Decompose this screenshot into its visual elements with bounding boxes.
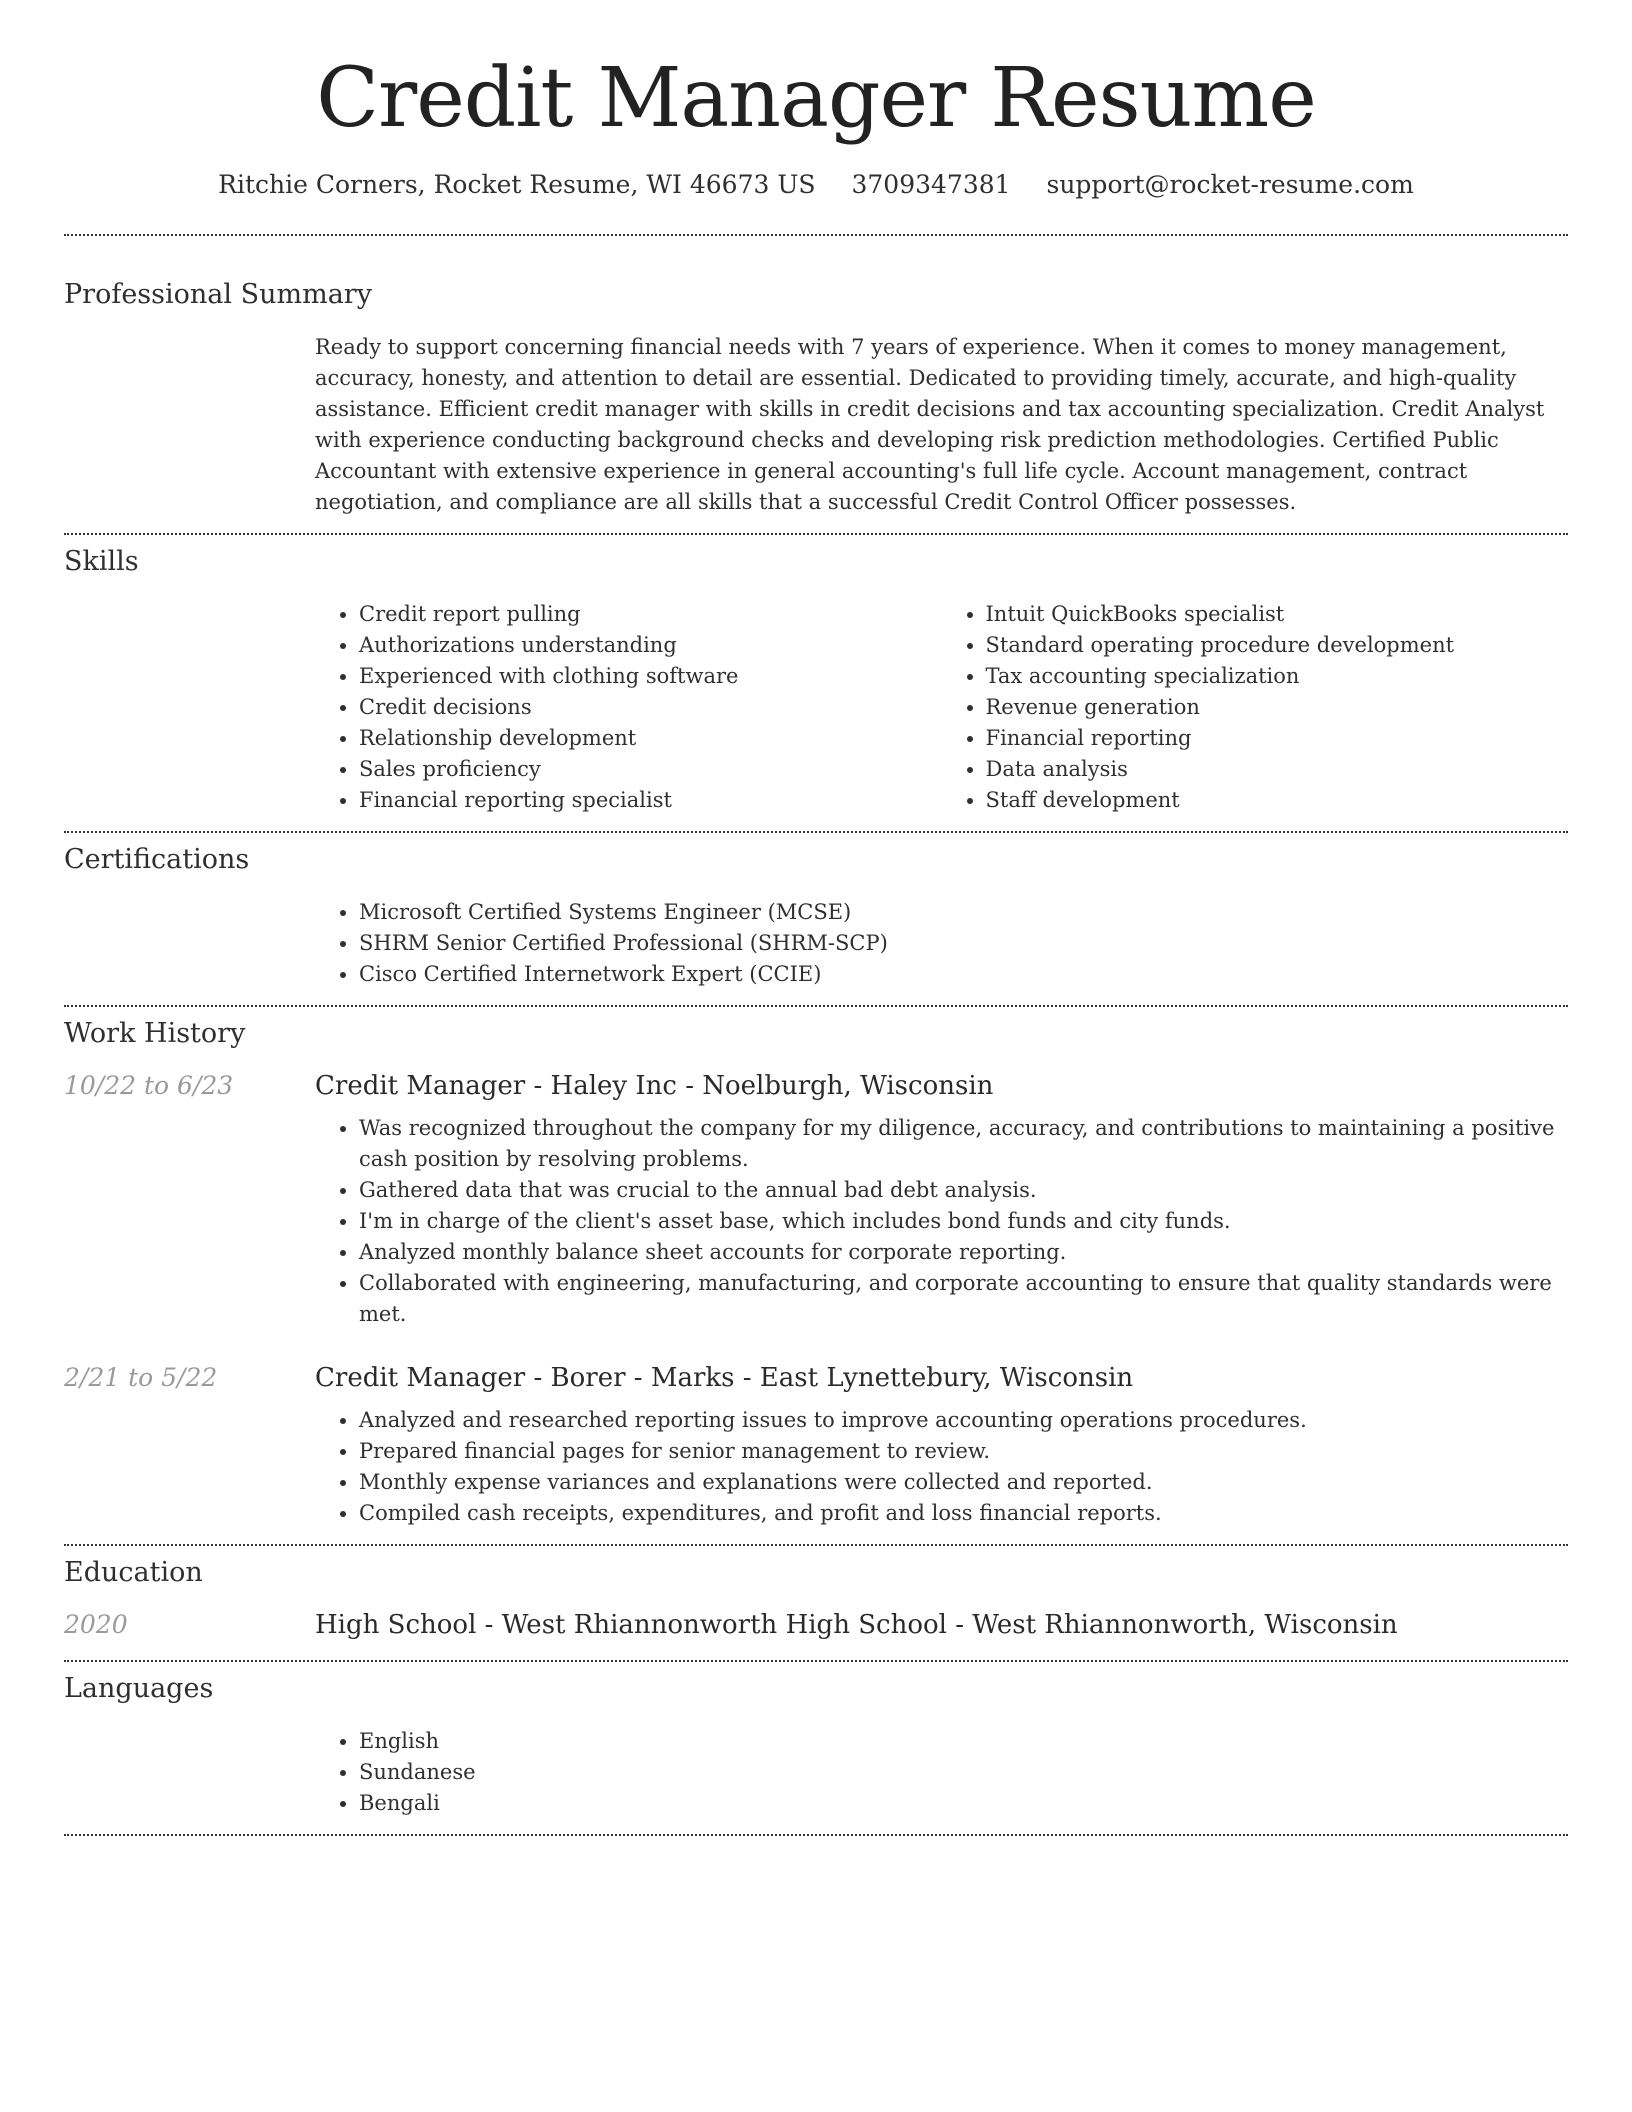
list-item: • SHRM Senior Certified Professional (SHRM-SCP) <box>359 928 1568 959</box>
education-section <box>64 1557 1568 1640</box>
divider <box>64 1544 1568 1546</box>
list-item: • Experienced with clothing software <box>359 661 942 692</box>
divider <box>64 831 1568 833</box>
list-item: • Prepared financial pages for senior management to review. <box>359 1436 1568 1467</box>
education-entry <box>64 1610 1568 1640</box>
section-heading-summary: Professional Summary <box>64 279 372 310</box>
job-title: Credit Manager - Borer - Marks - East Lynettebury, Wisconsin <box>315 1363 1134 1393</box>
list-item: • Analyzed monthly balance sheet accounts for corporate reporting. <box>359 1237 1568 1268</box>
list-item: • Was recognized throughout the company for my diligence, accuracy, and contributions to maintaining a positive cash position by resolving problems. <box>359 1113 1568 1175</box>
work-history-section <box>64 1018 1568 1529</box>
list-item: • Staff development <box>986 785 1569 816</box>
list-item: • Microsoft Certified Systems Engineer (MCSE) <box>359 897 1568 928</box>
list-item: • I'm in charge of the client's asset base, which includes bond funds and city funds. <box>359 1206 1568 1237</box>
skills-section <box>64 546 1568 816</box>
job-title: Credit Manager - Haley Inc - Noelburgh, Wisconsin <box>315 1071 994 1101</box>
divider <box>64 1005 1568 1007</box>
resume-page <box>64 0 1568 1836</box>
job-bullets <box>315 1113 1568 1330</box>
section-heading-languages: Languages <box>64 1673 214 1704</box>
certifications-list <box>315 897 1568 990</box>
list-item: • Cisco Certified Internetwork Expert (CCIE) <box>359 959 1568 990</box>
divider <box>64 533 1568 535</box>
certifications-section <box>64 844 1568 990</box>
list-item: • Financial reporting <box>986 723 1569 754</box>
list-item: • Revenue generation <box>986 692 1569 723</box>
job-entry <box>64 1071 1568 1330</box>
resume-title: Credit Manager Resume <box>316 51 1316 146</box>
divider <box>64 1834 1568 1836</box>
education-date: 2020 <box>64 1610 128 1639</box>
list-item: • Compiled cash receipts, expenditures, and profit and loss financial reports. <box>359 1498 1568 1529</box>
contact-address: Ritchie Corners, Rocket Resume, WI 46673 US <box>218 170 816 199</box>
list-item: • Intuit QuickBooks specialist <box>986 599 1569 630</box>
skills-column-right <box>942 599 1569 816</box>
certifications-list-wrap <box>315 897 1568 990</box>
languages-section <box>64 1673 1568 1819</box>
job-entry <box>64 1363 1568 1529</box>
list-item: • Financial reporting specialist <box>359 785 942 816</box>
section-heading-work: Work History <box>64 1018 246 1049</box>
summary-section <box>64 279 1568 518</box>
list-item: • English <box>359 1726 1568 1757</box>
job-header <box>64 1071 1568 1101</box>
list-item: • Tax accounting specialization <box>986 661 1569 692</box>
section-heading-certifications: Certifications <box>64 844 250 875</box>
languages-list <box>315 1726 1568 1819</box>
skills-column-left <box>315 599 942 816</box>
contact-phone: 3709347381 <box>851 170 1011 199</box>
divider <box>64 1660 1568 1662</box>
job-header <box>64 1363 1568 1393</box>
languages-list-wrap <box>315 1726 1568 1819</box>
list-item: • Collaborated with engineering, manufacturing, and corporate accounting to ensure that quality standards were met. <box>359 1268 1568 1330</box>
list-item: • Relationship development <box>359 723 942 754</box>
summary-text: Ready to support concerning financial needs with 7 years of experience. When it comes to money management, accuracy, honesty, and attention to detail are essential. Dedicated to providing timely, accurate, and high-quality assistance. Efficient credit manager with skills in credit decisions and tax accounting specialization. Credit Analyst with experience conducting background checks and developing risk prediction methodologies. Certified Public Accountant with extensive experience in general accounting's full life cycle. Account management, contract negotiation, and compliance are all skills that a successful Credit Control Officer possesses. <box>315 335 1545 514</box>
list-item: • Sundanese <box>359 1757 1568 1788</box>
list-item: • Analyzed and researched reporting issues to improve accounting operations procedures. <box>359 1405 1568 1436</box>
education-title: High School - West Rhiannonworth High School - West Rhiannonworth, Wisconsin <box>315 1610 1398 1640</box>
skills-list <box>315 599 1568 816</box>
contact-email: support@rocket-resume.com <box>1046 170 1414 199</box>
job-bullets-wrap <box>315 1113 1568 1330</box>
divider <box>64 234 1568 236</box>
list-item: • Authorizations understanding <box>359 630 942 661</box>
job-bullets <box>315 1405 1568 1529</box>
job-bullets-wrap <box>315 1405 1568 1529</box>
job-dates: 2/21 to 5/22 <box>64 1363 218 1392</box>
list-item: • Monthly expense variances and explanations were collected and reported. <box>359 1467 1568 1498</box>
list-item: • Data analysis <box>986 754 1569 785</box>
list-item: • Bengali <box>359 1788 1568 1819</box>
section-heading-skills: Skills <box>64 546 139 577</box>
list-item: • Gathered data that was crucial to the annual bad debt analysis. <box>359 1175 1568 1206</box>
list-item: • Credit decisions <box>359 692 942 723</box>
list-item: • Sales proficiency <box>359 754 942 785</box>
contact-line <box>64 170 1568 199</box>
section-heading-education: Education <box>64 1557 203 1588</box>
job-dates: 10/22 to 6/23 <box>64 1071 234 1100</box>
list-item: • Standard operating procedure development <box>986 630 1569 661</box>
list-item: • Credit report pulling <box>359 599 942 630</box>
